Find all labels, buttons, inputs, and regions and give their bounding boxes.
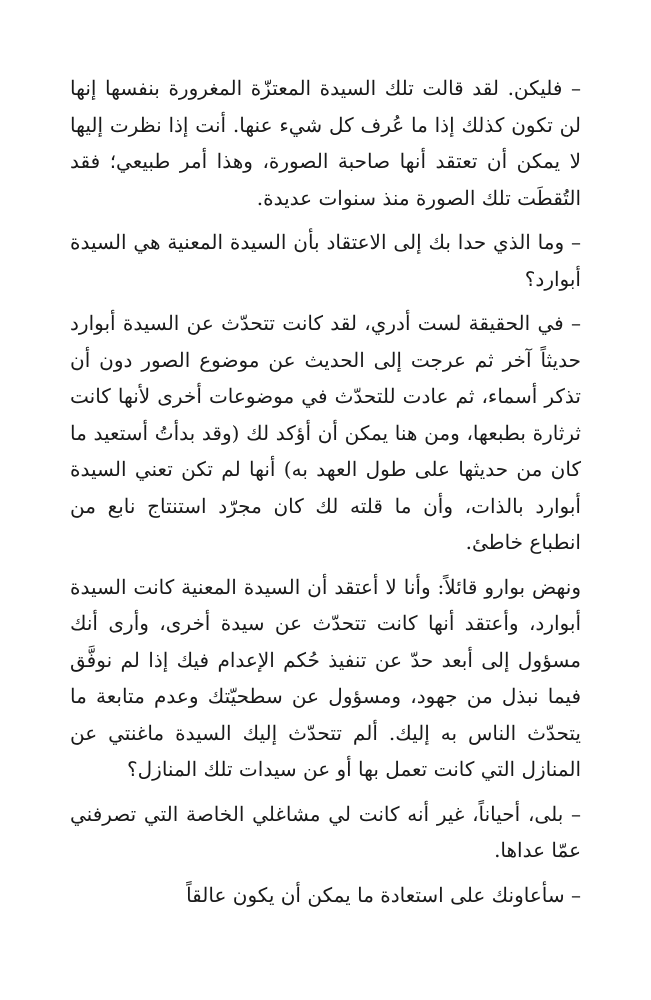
- paragraph-1: – فليكن. لقد قالت تلك السيدة المعتزّة المغرورة بنفسها إنها لن تكون كذلك إذا ما عُرف كل شيء عنها. أنت إذا نظرت إليها لا يمكن أن تعتقد أنها صاحبة الصورة، وهذا أمر طبيعي؛ فقد التُقطَت تلك الصورة منذ سنوات عديدة.: [70, 76, 581, 210]
- paragraph-3: – في الحقيقة لست أدري، لقد كانت تتحدّث عن السيدة أبوارد حديثاً آخر ثم عرجت إلى الحديث عن موضوع الصور دون أن تذكر أسماء، ثم عادت للتحدّث في موضوعات أخرى لأنها كانت ثرثارة بطبعها، ومن هنا يمكن أن أؤكد لك (وقد بدأتُ أستعيد ما كان من حديثها على طول العهد به) أنها لم تكن تعني السيدة أبوارد بالذات، وأن ما قلته لك كان مجرّد استنتاج نابع من انطباع خاطئ.: [70, 311, 581, 554]
- paragraph-6: – سأعاونك على استعادة ما يمكن أن يكون عالقاً: [186, 882, 581, 907]
- paragraph-4: ونهض بوارو قائلاً: وأنا لا أعتقد أن السيدة المعنية كانت السيدة أبوارد، وأعتقد أنها كانت تتحدّث عن سيدة أخرى، وأرى أنك مسؤول إلى أبعد حدّ عن تنفيذ حُكم الإعدام فيك إذا لم نوفَّق فيما نبذل من جهود، ومسؤول عن سطحيّتك وعدم متابعة ما يتحدّث الناس به إليك. ألم تتحدّث إليك السيدة ماغنتي عن المنازل التي كانت تعمل بها أو عن سيدات تلك المنازل؟: [70, 574, 581, 781]
- paragraph-5: – بلى، أحياناً، غير أنه كانت لي مشاغلي الخاصة التي تصرفني عمّا عداها.: [70, 801, 581, 862]
- paragraph-2: – وما الذي حدا بك إلى الاعتقاد بأن السيدة المعنية هي السيدة أبوارد؟: [70, 230, 581, 291]
- page-text: [70, 70, 581, 913]
